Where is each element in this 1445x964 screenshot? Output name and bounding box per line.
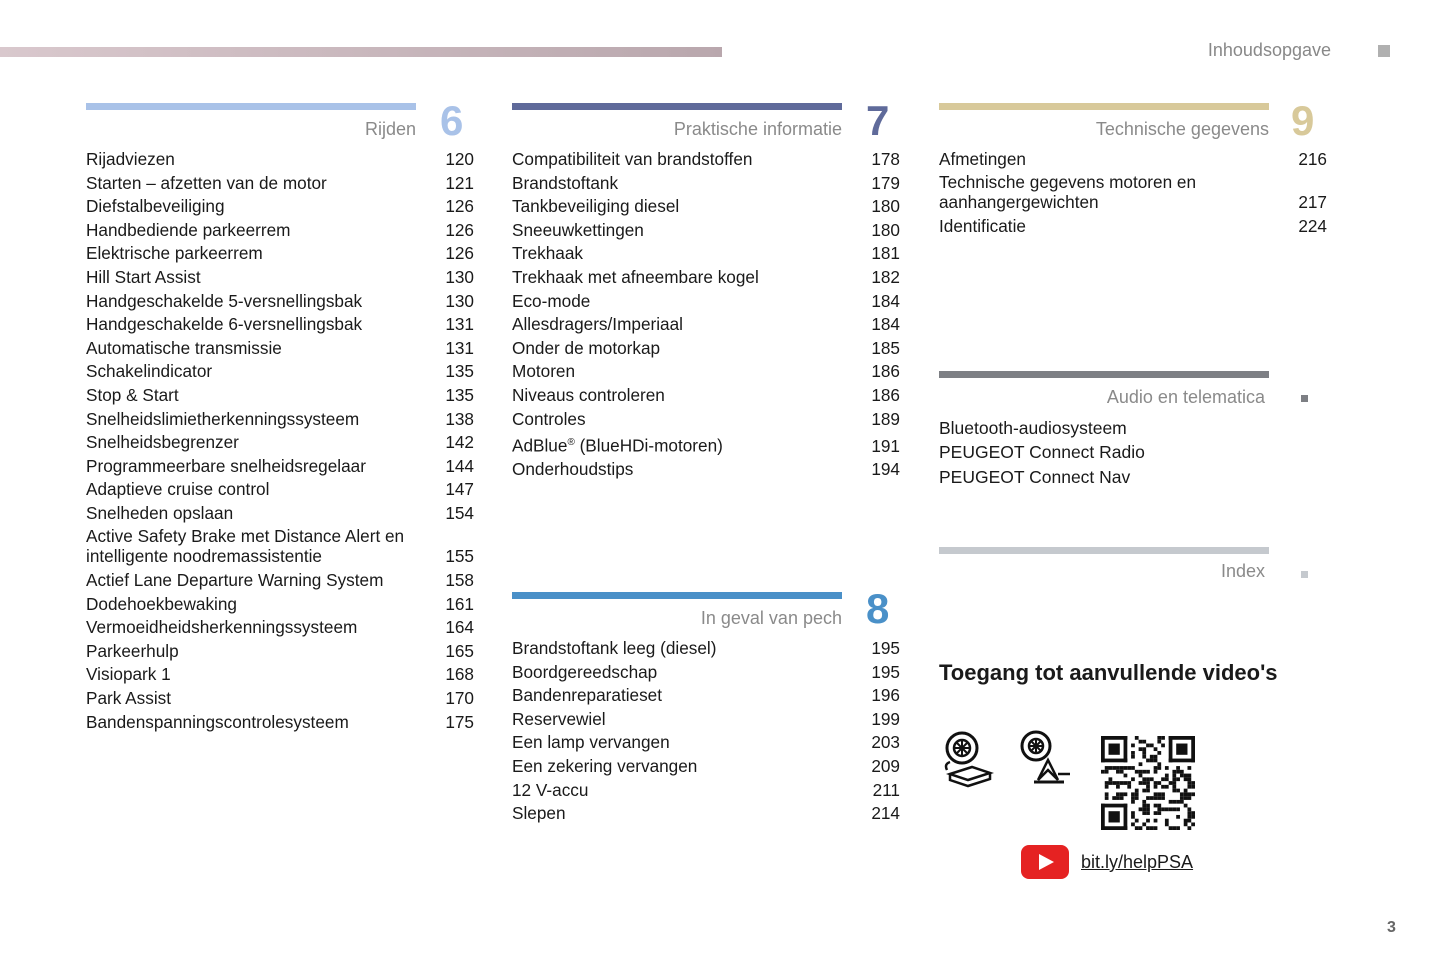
toc-entry-label: Bandenspanningscontrolesysteem xyxy=(86,711,349,732)
toc-entry[interactable] xyxy=(512,431,900,458)
toc-entry[interactable] xyxy=(512,637,900,661)
toc-entry-page: 217 xyxy=(1298,191,1327,212)
toc-entry-page: 130 xyxy=(445,266,474,287)
toc-entry-label: PEUGEOT Connect Radio xyxy=(939,442,1145,463)
page-header-title: Inhoudsopgave xyxy=(1207,40,1331,60)
section-bar xyxy=(512,103,842,110)
toc-entry[interactable] xyxy=(86,569,474,593)
toc-entry-page: 121 xyxy=(445,172,474,193)
toc-entry-page: 196 xyxy=(871,685,900,706)
youtube-icon[interactable] xyxy=(1021,845,1069,879)
toc-entry-label: Park Assist xyxy=(86,688,172,709)
toc-entry-label: Allesdragers/Imperiaal xyxy=(512,314,683,335)
toc-entry-page: 199 xyxy=(871,708,900,729)
toc-entry-page: 178 xyxy=(871,149,900,169)
toc-entry-label: Onder de motorkap xyxy=(512,337,661,358)
toc-list-praktisch xyxy=(512,148,900,482)
toc-entry-page: 165 xyxy=(445,640,474,661)
play-icon xyxy=(1039,854,1054,870)
toc-entry[interactable] xyxy=(86,360,474,384)
toc-entry-label: Controles xyxy=(512,408,586,429)
toc-entry-label: Starten – afzetten van de motor xyxy=(86,172,327,193)
toc-entry-label: Stop & Start xyxy=(86,384,179,405)
toc-entry-page: 135 xyxy=(445,361,474,382)
toc-entry-page: 144 xyxy=(445,455,474,476)
toc-entry[interactable] xyxy=(512,731,900,755)
toc-entry-page: 131 xyxy=(445,337,474,358)
section-bar xyxy=(939,547,1269,554)
toc-entry-label: Brandstoftank xyxy=(512,172,619,193)
section-title: Rijden xyxy=(364,119,416,139)
toc-entry[interactable] xyxy=(86,640,474,664)
section-index-header xyxy=(939,547,1269,587)
toc-entry-label: Afmetingen xyxy=(939,149,1026,169)
toc-entry-label: Een lamp vervangen xyxy=(512,732,670,753)
toc-entry-page: 184 xyxy=(871,290,900,311)
toc-entry-page: 179 xyxy=(871,172,900,193)
toc-entry-label-rest: (BlueHDi-motoren) xyxy=(574,435,723,456)
toc-entry-page: 186 xyxy=(871,384,900,405)
toc-entry[interactable] xyxy=(86,616,474,640)
section-title: Technische gegevens xyxy=(1095,119,1269,139)
qr-code-icon[interactable] xyxy=(1101,736,1195,835)
toc-list-rijden xyxy=(86,148,474,734)
toc-entry[interactable] xyxy=(86,384,474,408)
toc-entry[interactable] xyxy=(512,755,900,779)
toc-entry[interactable] xyxy=(512,219,900,243)
toc-entry-label: Elektrische parkeerrem xyxy=(86,243,263,264)
videos-title: Toegang tot aanvullende video's xyxy=(939,660,1278,685)
toc-entry[interactable] xyxy=(86,455,474,479)
toc-entry-label: Handbediende parkeerrem xyxy=(86,219,291,240)
toc-entry-label: Dodehoekbewaking xyxy=(86,593,237,614)
toc-entry[interactable] xyxy=(86,266,474,290)
toc-entry[interactable] xyxy=(512,195,900,219)
toc-entry-label: Onderhoudstips xyxy=(512,459,634,480)
tyre-jack-icon[interactable] xyxy=(1018,730,1074,793)
toc-entry[interactable] xyxy=(86,663,474,687)
section-bar xyxy=(86,103,416,110)
toc-entry[interactable] xyxy=(512,313,900,337)
toc-entry[interactable] xyxy=(512,661,900,685)
toc-entry-label: Sneeuwkettingen xyxy=(512,219,644,240)
chapter-number-8[interactable]: 8 xyxy=(866,585,890,632)
toc-entry[interactable] xyxy=(512,384,900,408)
chapter-number-9[interactable]: 9 xyxy=(1291,97,1315,144)
toc-entry[interactable] xyxy=(86,687,474,711)
toc-entry-page: 211 xyxy=(872,779,900,800)
toc-entry-page: 185 xyxy=(871,337,900,358)
toc-entry-label: Reservewiel xyxy=(512,708,606,729)
toc-entry-label: Boordgereedschap xyxy=(512,661,658,682)
toc-list-pech xyxy=(512,637,900,826)
toc-entry-label: Bluetooth-audiosysteem xyxy=(939,418,1127,438)
toc-entry-page: 170 xyxy=(445,688,474,709)
toc-list-audio xyxy=(939,416,1269,489)
toc-entry[interactable] xyxy=(86,526,474,570)
toc-entry-page: 194 xyxy=(871,459,900,480)
toc-entry-page: 182 xyxy=(871,266,900,287)
toc-entry-label: Brandstoftank leeg (diesel) xyxy=(512,638,717,658)
toc-entry[interactable] xyxy=(86,502,474,526)
header-decor-bar xyxy=(0,47,722,57)
toc-entry-label: PEUGEOT Connect Nav xyxy=(939,466,1131,487)
toc-entry-label: Identificatie xyxy=(939,216,1026,237)
toc-entry-label: 12 V-accu xyxy=(512,779,589,800)
toc-entry-label: Snelheidsbegrenzer xyxy=(86,432,239,453)
toc-entry[interactable] xyxy=(86,478,474,502)
section-title: Praktische informatie xyxy=(673,119,842,139)
toc-entry-page: 161 xyxy=(445,593,474,614)
toc-entry-page: 158 xyxy=(445,570,474,591)
toc-entry[interactable] xyxy=(512,172,900,196)
toc-entry-label: Compatibiliteit van brandstoffen xyxy=(512,149,753,169)
toc-entry[interactable] xyxy=(512,290,900,314)
registered-mark: ® xyxy=(567,437,575,449)
toc-entry-label: Schakelindicator xyxy=(86,361,213,382)
toc-entry[interactable] xyxy=(86,290,474,314)
toc-entry-label: Diefstalbeveiliging xyxy=(86,196,225,217)
page-number: 3 xyxy=(1387,919,1396,936)
toc-entry-page: 142 xyxy=(445,432,474,453)
toc-entry-page: 180 xyxy=(871,219,900,240)
toc-entry-label: AdBlue® (BlueHDi-motoren) xyxy=(512,435,723,456)
chapter-number-6[interactable]: 6 xyxy=(440,97,464,144)
toc-entry-page: 214 xyxy=(871,803,900,824)
toc-entry[interactable] xyxy=(512,148,900,172)
toc-entry[interactable] xyxy=(512,802,900,826)
toc-entry-label: Vermoeidheidsherkenningssysteem xyxy=(86,617,358,638)
toc-entry[interactable] xyxy=(86,408,474,432)
toc-entry[interactable] xyxy=(939,172,1327,216)
toc-entry[interactable] xyxy=(939,416,1269,440)
toc-entry-label: Technische gegevens motoren en aanhangergewichten xyxy=(939,171,1197,212)
toc-entry[interactable] xyxy=(86,172,474,196)
toc-entry-label: Active Safety Brake met Distance Alert en intelligente noodremassistentie xyxy=(86,525,405,566)
toc-entry-page: 138 xyxy=(445,408,474,429)
section-bar xyxy=(939,103,1269,110)
help-video-link[interactable]: bit.ly/helpPSA xyxy=(1081,852,1194,872)
toc-entry-label: Handgeschakelde 6-versnellingsbak xyxy=(86,314,363,335)
header-square-icon xyxy=(1378,45,1390,57)
toc-entry-page: 195 xyxy=(871,638,900,658)
toc-entry-page: 126 xyxy=(445,196,474,217)
toc-entry-label: Bandenreparatieset xyxy=(512,685,663,706)
section-title: In geval van pech xyxy=(700,608,842,628)
toc-entry-label: Slepen xyxy=(512,803,566,824)
toc-entry-label: Hill Start Assist xyxy=(86,266,201,287)
toc-entry-page: 120 xyxy=(445,149,474,169)
toc-entry-label: Adaptieve cruise control xyxy=(86,479,270,500)
toc-entry-page: 203 xyxy=(871,732,900,753)
section-bar xyxy=(512,592,842,599)
toc-entry[interactable] xyxy=(512,458,900,482)
toc-entry-page: 186 xyxy=(871,361,900,382)
toc-entry-page: 175 xyxy=(445,711,474,732)
toc-entry-label: Snelheden opslaan xyxy=(86,502,234,523)
toc-entry-page: 168 xyxy=(445,664,474,685)
toc-entry[interactable] xyxy=(512,360,900,384)
toc-entry-page: 189 xyxy=(871,408,900,429)
toc-entry[interactable] xyxy=(939,440,1269,464)
audio-square-icon[interactable] xyxy=(1301,395,1308,402)
toc-entry-page: 224 xyxy=(1298,216,1327,237)
toc-entry[interactable] xyxy=(86,148,474,172)
toc-entry-label: Actief Lane Departure Warning System xyxy=(86,570,384,591)
chapter-number-7[interactable]: 7 xyxy=(866,97,890,144)
toc-entry-label: Snelheidslimietherkenningssysteem xyxy=(86,408,360,429)
toc-entry-page: 135 xyxy=(445,384,474,405)
toc-entry[interactable] xyxy=(86,431,474,455)
toc-entry-label: Programmeerbare snelheidsregelaar xyxy=(86,455,366,476)
toc-entry-label: Visiopark 1 xyxy=(86,664,171,685)
toc-entry[interactable] xyxy=(512,708,900,732)
toc-list-technisch xyxy=(939,148,1327,239)
toc-entry-page: 216 xyxy=(1298,149,1327,169)
toc-entry-label: Automatische transmissie xyxy=(86,337,282,358)
toc-entry[interactable] xyxy=(512,242,900,266)
toc-entry[interactable] xyxy=(512,684,900,708)
toc-entry-label: Een zekering vervangen xyxy=(512,755,698,776)
toc-entry-page: 131 xyxy=(445,314,474,335)
toc-entry-label: Trekhaak xyxy=(512,243,584,264)
toc-entry-page: 130 xyxy=(445,290,474,311)
toc-entry-label: Rijadviezen xyxy=(86,149,175,169)
section-title[interactable]: Index xyxy=(1220,561,1265,581)
section-audio-header xyxy=(939,371,1269,411)
toc-entry-page: 126 xyxy=(445,219,474,240)
toc-entry-page: 180 xyxy=(871,196,900,217)
toc-entry-page: 164 xyxy=(445,617,474,638)
toc-entry-label: Motoren xyxy=(512,361,576,382)
toc-entry[interactable] xyxy=(512,337,900,361)
section-pech-header xyxy=(512,592,842,632)
section-technisch-header xyxy=(939,103,1269,143)
toc-entry[interactable] xyxy=(512,408,900,432)
toc-entry-label: Niveaus controleren xyxy=(512,384,665,405)
toc-entry-label: Tankbeveiliging diesel xyxy=(512,196,680,217)
toc-entry-label: Eco-mode xyxy=(512,290,591,311)
toc-entry[interactable] xyxy=(86,593,474,617)
toc-entry[interactable] xyxy=(512,266,900,290)
section-title: Audio en telematica xyxy=(1106,387,1265,407)
toc-entry[interactable] xyxy=(512,779,900,803)
toc-entry-page: 181 xyxy=(871,243,900,264)
toc-entry-label: Handgeschakelde 5-versnellingsbak xyxy=(86,290,363,311)
toc-entry-page: 195 xyxy=(871,661,900,682)
toc-entry[interactable] xyxy=(939,465,1269,489)
toc-entry-label: Trekhaak met afneembare kogel xyxy=(512,266,759,287)
toc-entry-page: 155 xyxy=(445,545,474,566)
toc-entry-page: 154 xyxy=(445,502,474,523)
toc-entry-page: 147 xyxy=(445,479,474,500)
section-bar xyxy=(939,371,1269,378)
toc-entry[interactable] xyxy=(939,148,1327,172)
toc-entry[interactable] xyxy=(86,337,474,361)
toc-entry[interactable] xyxy=(86,711,474,735)
toc-entry-page: 209 xyxy=(871,755,900,776)
toc-entry[interactable] xyxy=(939,215,1327,239)
toc-entry[interactable] xyxy=(86,195,474,219)
toc-entry[interactable] xyxy=(86,313,474,337)
toc-entry[interactable] xyxy=(86,242,474,266)
index-square-icon[interactable] xyxy=(1301,571,1308,578)
section-praktisch-header xyxy=(512,103,842,143)
toc-entry-page: 191 xyxy=(871,435,900,456)
toc-entry-page: 126 xyxy=(445,243,474,264)
toc-entry[interactable] xyxy=(86,219,474,243)
section-rijden-header xyxy=(86,103,416,143)
toc-entry-page: 184 xyxy=(871,314,900,335)
toc-entry-label: Parkeerhulp xyxy=(86,640,179,661)
tyre-repair-kit-icon[interactable] xyxy=(942,730,994,793)
